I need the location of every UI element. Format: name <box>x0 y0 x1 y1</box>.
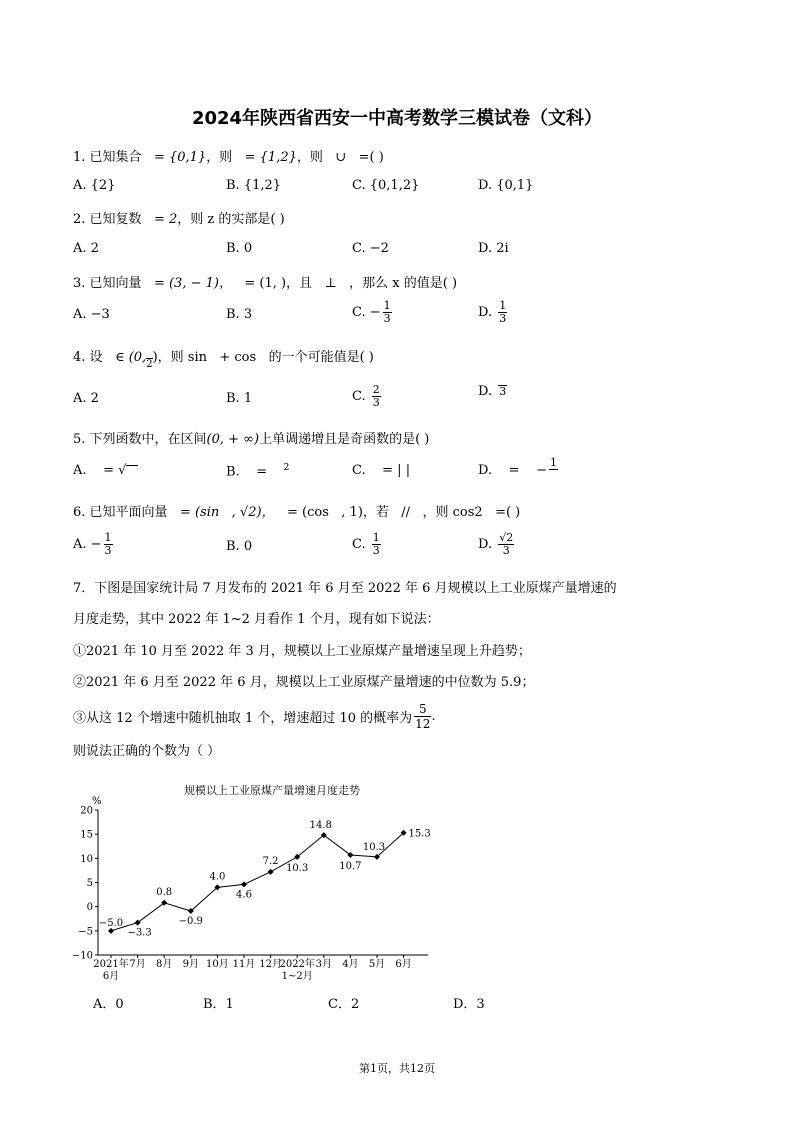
q7-option-d: D．3 <box>453 997 485 1012</box>
fraction: $\frac{2}{3}$ <box>372 383 380 409</box>
q3-option-b: B. 3 <box>226 307 253 322</box>
y-tick-label: 0 <box>86 902 93 914</box>
x-tick-label: 12月 <box>259 959 282 970</box>
q6-option-d: D. $\frac{√2}{3}$ <box>478 531 514 557</box>
q1-option-c: C. {0,1,2} <box>352 178 420 193</box>
x-tick-label: 8月 <box>156 959 173 970</box>
q4-option-c: C. $\frac{2}{3}$ <box>352 383 380 409</box>
question-6-stem: 6. 已知平面向量 = (sin , √2)， = (cos , 1)，若 // ，则 cos2 =( ) <box>73 505 521 520</box>
q7-statement-2: ②2021 年 6 月至 2022 年 6 月，规模以上工业原煤产量增速的中位数为 5.9； <box>73 675 535 690</box>
q1-option-b: B. {1,2} <box>226 178 282 193</box>
q2-option-c: C. −2 <box>352 241 389 256</box>
fraction: $\frac{√2}{3}$ <box>499 531 514 557</box>
question-1-stem: 1. 已知集合 = {0,1}，则 = {1,2}，则 ∪ =( ) <box>73 150 384 165</box>
q3-option-d: D. $\frac{1}{3}$ <box>478 299 507 325</box>
q5-option-b: B. = $^2$ <box>226 463 290 480</box>
q6-option-b: B. 0 <box>226 539 253 554</box>
q3-option-a: A. −3 <box>73 307 110 322</box>
question-4-stem: 4. 设 ∈ $(0,_2)$，则 sin + cos 的一个可能值是( ) <box>73 350 374 370</box>
data-label: 4.0 <box>209 871 226 883</box>
q7-statement-3: ③从这 12 个增速中随机抽取 1 个，增速超过 10 的概率为 $\frac{5}{12}$ . <box>73 702 436 731</box>
page-footer: 第1页，共12页 <box>359 1062 435 1075</box>
data-label: 15.3 <box>408 828 431 840</box>
x-tick-label: 9月 <box>182 959 199 970</box>
data-label: 7.2 <box>262 855 279 867</box>
q2-option-a: A. 2 <box>73 241 99 256</box>
x-tick-label: 2022年 <box>279 959 315 970</box>
x-tick-label: 11月 <box>232 959 256 970</box>
fraction: $\frac{1}{3}$ <box>372 531 380 557</box>
q3-option-c: C. − $\frac{1}{3}$ <box>352 299 391 325</box>
q5-option-d: D. = − 1 <box>478 463 558 482</box>
q5-option-c: C. = | | <box>352 463 411 478</box>
fraction: $\frac{1}{3}$ <box>499 299 507 325</box>
q7-statement-1: ①2021 年 10 月至 2022 年 3 月，规模以上工业原煤产量增速呈现上升趋势； <box>73 644 531 659</box>
data-label: −5.0 <box>98 917 124 929</box>
q7-option-c: C．2 <box>328 997 360 1012</box>
x-tick-label: 2021年 <box>93 959 129 970</box>
question-5-stem: 5. 下列函数中，在区间(0, + ∞)上单调递增且是奇函数的是( ) <box>73 432 430 447</box>
q6-option-c: C. $\frac{1}{3}$ <box>352 531 380 557</box>
chart-title: 规模以上工业原煤产量增速月度走势 <box>184 784 360 797</box>
x-tick-label-line2: 6月 <box>102 971 120 982</box>
y-axis-unit: % <box>92 796 102 807</box>
data-label: 10.3 <box>362 841 386 853</box>
series-line <box>111 833 404 931</box>
data-label: 4.6 <box>236 889 252 901</box>
y-tick-label: 15 <box>80 829 93 841</box>
q6-option-a: A. − $\frac{1}{3}$ <box>73 531 112 557</box>
q2-option-b: B. 0 <box>226 241 253 256</box>
page-title: 2024年陕西省西安一中高考数学三模试卷（文科） <box>191 108 603 129</box>
q2-option-d: D. 2i <box>478 241 509 256</box>
question-3-stem: 3. 已知向量 = (3, − 1)， = (1, )，且 ⊥ ，那么 x 的值是( ) <box>73 276 458 291</box>
q7-option-b: B．1 <box>203 997 234 1012</box>
data-label: −0.9 <box>178 916 203 928</box>
x-tick-label: 4月 <box>342 959 359 970</box>
y-tick-label: 20 <box>80 805 93 817</box>
y-tick-label: 10 <box>80 853 93 865</box>
data-point <box>268 869 274 875</box>
y-ticks <box>72 806 98 962</box>
data-labels <box>99 820 431 938</box>
q4-option-a: A. 2 <box>73 391 99 406</box>
data-label: 10.3 <box>286 862 309 874</box>
data-label: 10.7 <box>339 860 362 872</box>
data-points <box>108 830 407 934</box>
fraction: $\frac{5}{12}$ <box>415 702 431 731</box>
q7-option-a: A．0 <box>93 997 124 1012</box>
q1-option-a: A. {2} <box>73 178 116 193</box>
x-tick-label: 7月 <box>129 959 146 970</box>
x-tick-label: 10月 <box>206 959 229 970</box>
y-tick-label: −5 <box>78 926 93 938</box>
x-tick-label: 3月 <box>315 959 332 970</box>
q5-option-a: A. = √ <box>73 463 138 478</box>
q4-option-b: B. 1 <box>226 391 253 406</box>
q4-option-d: D. 3 <box>478 384 507 399</box>
q1-option-d: D. {0,1} <box>478 178 534 193</box>
y-tick-label: 5 <box>86 878 93 889</box>
line-chart <box>60 775 460 990</box>
x-tick-label: 5月 <box>368 959 386 970</box>
y-tick-label: −10 <box>71 950 93 962</box>
fraction: $\frac{1}{3}$ <box>104 531 112 557</box>
question-2-stem: 2. 已知复数 = 2，则 z 的实部是( ) <box>73 212 285 227</box>
data-label: −3.3 <box>127 927 152 939</box>
q7-line-1: 7．下图是国家统计局 7 月发布的 2021 年 6 月至 2022 年 6 月规模以上工业原煤产量增速的 <box>73 581 617 596</box>
q7-line-2: 月度走势，其中 2022 年 1~2 月看作 1 个月，现有如下说法： <box>73 612 440 627</box>
data-point <box>241 881 247 887</box>
fraction: $\frac{1}{3}$ <box>383 299 391 325</box>
fraction: 3 <box>499 385 507 398</box>
data-label: 0.8 <box>156 886 173 898</box>
x-tick-label: 6月 <box>395 959 412 970</box>
x-tick-label-line2: 1~2月 <box>281 971 313 982</box>
data-label: 14.8 <box>309 820 332 832</box>
fraction: 1 <box>549 456 557 469</box>
x-ticks <box>93 955 412 982</box>
q7-prompt: 则说法正确的个数为（ ） <box>73 744 221 759</box>
